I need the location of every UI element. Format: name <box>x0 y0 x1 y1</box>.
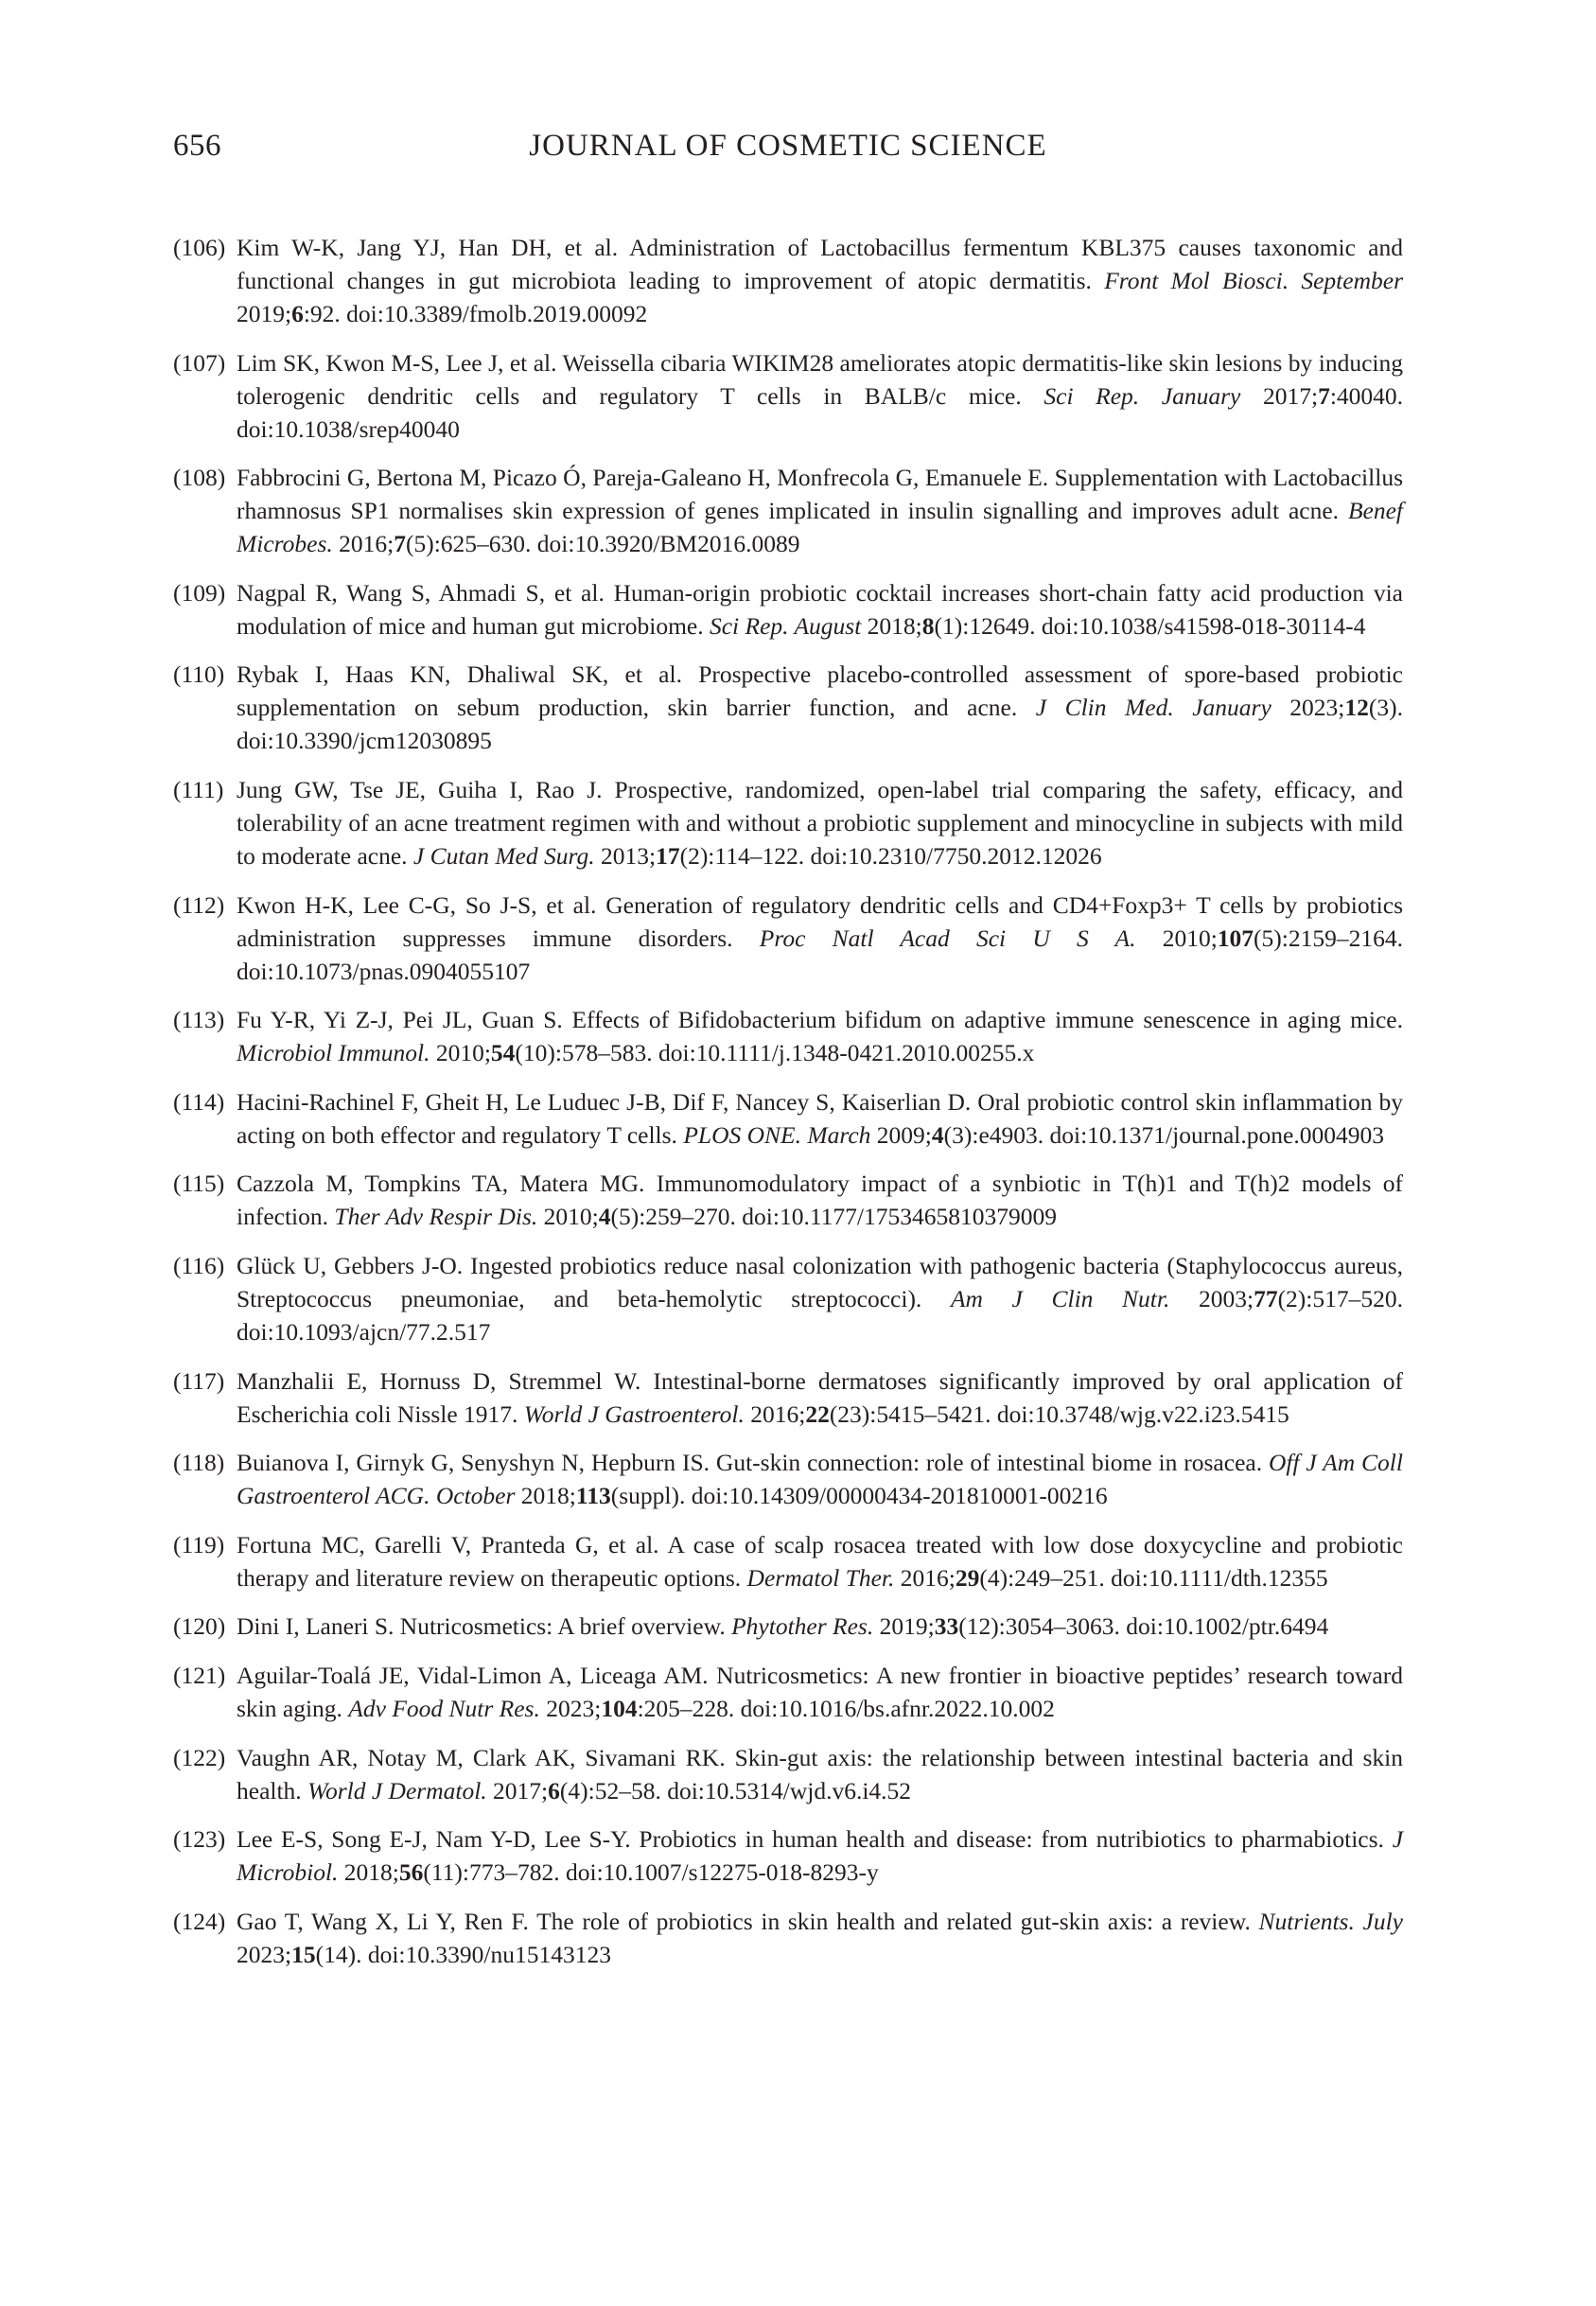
reference-authors-title: Vaughn AR, Notay M, Clark AK, Sivamani RK. Skin-gut axis: the relationship between intestinal bacteria and skin health. <box>237 1743 1403 1804</box>
running-title: JOURNAL OF COSMETIC SCIENCE <box>529 129 1047 163</box>
reference-journal: J Microbiol. <box>237 1825 1404 1887</box>
reference-entry <box>173 658 1403 757</box>
reference-pages-doi: (5):259–270. doi:10.1177/1753465810379009 <box>610 1203 1057 1231</box>
reference-journal: J Clin Med. January <box>1035 694 1272 722</box>
reference-journal: Front Mol Biosci. September <box>1104 267 1403 294</box>
reference-entry <box>173 231 1403 330</box>
reference-pages-doi: (12):3054–3063. doi:10.1002/ptr.6494 <box>958 1612 1329 1641</box>
page-header <box>173 129 1403 170</box>
reference-entry <box>173 1003 1403 1069</box>
reference-journal: World J Dermatol. <box>307 1776 487 1804</box>
reference-year: 2010; <box>435 1039 491 1067</box>
reference-pages-doi: :92. doi:10.3389/fmolb.2019.00092 <box>303 300 648 327</box>
reference-number: (119) <box>173 1530 225 1558</box>
reference-text <box>237 1085 1403 1152</box>
reference-number: (124) <box>173 1907 226 1935</box>
reference-year: 2013; <box>600 841 657 870</box>
page-number: 656 <box>173 129 221 163</box>
reference-volume: 77 <box>1254 1284 1278 1312</box>
reference-entry <box>173 1659 1403 1725</box>
reference-authors-title: Fabbrocini G, Bertona M, Picazo Ó, Pareja-Galeano H, Monfrecola G, Emanuele E. Supplementation with Lactobacillus rhamnosus SP1 normalises skin expression of genes implicated in insulin signalling and improves adult acne. <box>237 464 1403 525</box>
reference-text <box>237 889 1403 988</box>
reference-number: (118) <box>173 1449 225 1477</box>
reference-volume: 29 <box>955 1563 980 1592</box>
reference-text <box>237 576 1403 643</box>
reference-pages-doi: (23):5415–5421. doi:10.3748/wjg.v22.i23.5415 <box>829 1399 1289 1428</box>
reference-pages-doi: (4):52–58. doi:10.5314/wjd.v6.i4.52 <box>559 1776 912 1804</box>
reference-pages-doi: (2):114–122. doi:10.2310/7750.2012.12026 <box>679 841 1102 870</box>
reference-pages-doi: (2):517–520. doi:10.1093/ajcn/77.2.517 <box>237 1284 1404 1346</box>
reference-pages-doi: (3). doi:10.3390/jcm12030895 <box>237 694 1403 755</box>
reference-pages-doi: (14). doi:10.3390/nu15143123 <box>315 1940 611 1968</box>
reference-pages-doi: (3):e4903. doi:10.1371/journal.pone.0004903 <box>943 1120 1384 1149</box>
reference-entry <box>173 773 1403 872</box>
reference-number: (107) <box>173 348 226 377</box>
reference-volume: 6 <box>548 1776 560 1804</box>
reference-text <box>237 1659 1403 1725</box>
reference-text <box>237 1741 1403 1807</box>
reference-authors-title: Hacini-Rachinel F, Gheit H, Le Luduec J-B, Dif F, Nancey S, Kaiserlian D. Oral probiotic control skin inflammation by acting on both effector and regulatory T cells. <box>237 1087 1403 1149</box>
reference-authors-title: Dini I, Laneri S. Nutricosmetics: A brief overview. <box>237 1612 726 1641</box>
reference-journal: Adv Food Nutr Res. <box>348 1694 540 1722</box>
reference-text <box>237 346 1403 446</box>
reference-pages-doi: (1):12649. doi:10.1038/s41598-018-30114-4 <box>934 611 1366 640</box>
reference-entry <box>173 346 1403 446</box>
reference-text <box>237 773 1403 872</box>
reference-journal: J Cutan Med Surg. <box>412 841 595 870</box>
reference-authors-title: Nagpal R, Wang S, Ahmadi S, et al. Human-origin probiotic cocktail increases short-chain fatty acid production via modulation of mice and human gut microbiome. <box>237 578 1403 640</box>
reference-year: 2023; <box>546 1694 602 1722</box>
reference-volume: 33 <box>934 1612 959 1641</box>
reference-pages-doi: (4):249–251. doi:10.1111/dth.12355 <box>979 1563 1328 1592</box>
reference-authors-title: Jung GW, Tse JE, Guiha I, Rao J. Prospective, randomized, open-label trial comparing the safety, efficacy, and tolerability of an acne treatment regimen with and without a probiotic supplement and minocycline in subjects with mild to moderate acne. <box>237 775 1403 870</box>
reference-pages-doi: :40040. doi:10.1038/srep40040 <box>237 381 1404 443</box>
reference-entry <box>173 1446 1403 1512</box>
reference-text <box>237 1167 1403 1233</box>
reference-entry <box>173 1364 1403 1431</box>
reference-text <box>237 1364 1403 1431</box>
reference-year: 2017; <box>493 1776 549 1804</box>
reference-authors-title: Kim W-K, Jang YJ, Han DH, et al. Administration of Lactobacillus fermentum KBL375 causes taxonomic and functional changes in gut microbiota leading to improvement of atopic dermatitis. <box>237 234 1403 294</box>
reference-volume: 12 <box>1344 694 1369 722</box>
reference-year: 2018; <box>520 1482 576 1510</box>
reference-text <box>237 1822 1403 1889</box>
reference-year: 2019; <box>237 300 292 327</box>
reference-text <box>237 1249 1403 1348</box>
reference-authors-title: Gao T, Wang X, Li Y, Ren F. The role of probiotics in skin health and related gut-skin axis: a review. <box>237 1907 1251 1935</box>
reference-authors-title: Lee E-S, Song E-J, Nam Y-D, Lee S-Y. Probiotics in human health and disease: from nutribiotics to pharmabiotics. <box>237 1825 1384 1854</box>
reference-number: (116) <box>173 1251 225 1279</box>
reference-year: 2016; <box>339 530 395 558</box>
reference-number: (115) <box>173 1170 225 1198</box>
reference-volume: 104 <box>601 1694 638 1722</box>
reference-list <box>173 231 1403 1986</box>
reference-entry <box>173 1528 1403 1594</box>
reference-number: (106) <box>173 234 226 261</box>
reference-volume: 4 <box>598 1203 611 1231</box>
reference-volume: 113 <box>575 1482 611 1510</box>
reference-journal: Nutrients. July <box>1258 1907 1403 1935</box>
reference-number: (112) <box>173 890 225 919</box>
reference-entry <box>173 889 1403 988</box>
reference-authors-title: Aguilar-Toalá JE, Vidal-Limon A, Liceaga AM. Nutricosmetics: A new frontier in bioactive peptides’ research toward skin aging. <box>237 1661 1403 1722</box>
reference-pages-doi: (5):625–630. doi:10.3920/BM2016.0089 <box>405 530 800 558</box>
reference-volume: 8 <box>921 611 935 640</box>
reference-number: (123) <box>173 1825 226 1854</box>
reference-journal: Am J Clin Nutr. <box>950 1284 1170 1312</box>
reference-year: 2018; <box>867 611 922 640</box>
reference-entry <box>173 576 1403 643</box>
reference-volume: 4 <box>931 1120 944 1149</box>
reference-text <box>237 1446 1403 1512</box>
reference-journal: Microbiol Immunol. <box>237 1039 430 1067</box>
reference-journal: Sci Rep. January <box>1044 381 1241 410</box>
reference-journal: Proc Natl Acad Sci U S A. <box>759 924 1136 952</box>
reference-number: (109) <box>173 578 226 607</box>
reference-pages-doi: :205–228. doi:10.1016/bs.afnr.2022.10.002 <box>637 1694 1055 1722</box>
reference-year: 2023; <box>1289 694 1345 722</box>
reference-journal: Off J Am Coll Gastroenterol ACG. October <box>237 1449 1403 1510</box>
reference-year: 2017; <box>1262 381 1319 410</box>
reference-journal: World J Gastroenterol. <box>523 1399 745 1428</box>
reference-number: (108) <box>173 464 226 492</box>
reference-entry <box>173 1822 1403 1889</box>
reference-authors-title: Manzhalii E, Hornuss D, Stremmel W. Intestinal-borne dermatoses significantly improved by oral application of Escherichia coli Nissle 1917. <box>237 1366 1403 1428</box>
reference-volume: 6 <box>291 300 304 327</box>
reference-year: 2018; <box>343 1858 399 1887</box>
reference-text <box>237 1905 1403 1971</box>
reference-number: (122) <box>173 1743 226 1771</box>
reference-text <box>237 1610 1403 1643</box>
reference-entry <box>173 1085 1403 1152</box>
reference-volume: 56 <box>398 1858 424 1887</box>
reference-volume: 15 <box>291 1940 316 1968</box>
reference-journal: Dermatol Ther. <box>746 1563 895 1592</box>
reference-number: (111) <box>173 775 224 803</box>
reference-text <box>237 1003 1403 1069</box>
reference-authors-title: Cazzola M, Tompkins TA, Matera MG. Immunomodulatory impact of a synbiotic in T(h)1 and T(h)2 models of infection. <box>237 1170 1403 1231</box>
reference-text <box>237 1528 1403 1594</box>
reference-year: 2003; <box>1198 1284 1254 1312</box>
reference-journal: PLOS ONE. March <box>683 1120 871 1149</box>
reference-year: 2023; <box>237 1940 292 1968</box>
reference-number: (114) <box>173 1087 225 1116</box>
reference-entry <box>173 1167 1403 1233</box>
reference-number: (120) <box>173 1612 226 1641</box>
reference-authors-title: Lim SK, Kwon M-S, Lee J, et al. Weissella cibaria WIKIM28 ameliorates atopic dermatitis-like skin lesions by inducing tolerogenic dendritic cells and regulatory T cells in BALB/c mice. <box>237 348 1403 410</box>
reference-entry <box>173 1610 1403 1643</box>
reference-pages-doi: (10):578–583. doi:10.1111/j.1348-0421.2010.00255.x <box>515 1039 1035 1067</box>
reference-authors-title: Fu Y-R, Yi Z-J, Pei JL, Guan S. Effects of Bifidobacterium bifidum on adaptive immune senescence in aging mice. <box>237 1006 1403 1034</box>
reference-journal: Phytother Res. <box>731 1612 874 1641</box>
reference-entry <box>173 1741 1403 1807</box>
reference-entry <box>173 461 1403 560</box>
reference-number: (110) <box>173 660 225 689</box>
reference-number: (121) <box>173 1661 226 1689</box>
reference-number: (113) <box>173 1006 225 1034</box>
reference-text <box>237 231 1403 330</box>
reference-year: 2009; <box>876 1120 932 1149</box>
reference-journal: Ther Adv Respir Dis. <box>334 1203 538 1231</box>
reference-entry <box>173 1905 1403 1971</box>
reference-authors-title: Fortuna MC, Garelli V, Pranteda G, et al. A case of scalp rosacea treated with low dose doxycycline and probiotic therapy and literature review on therapeutic options. <box>237 1530 1403 1592</box>
reference-authors-title: Buianova I, Girnyk G, Senyshyn N, Hepburn IS. Gut-skin connection: role of intestinal biome in rosacea. <box>237 1449 1263 1477</box>
reference-volume: 7 <box>394 530 406 558</box>
reference-year: 2019; <box>879 1612 935 1641</box>
reference-journal: Benef Microbes. <box>237 497 1404 558</box>
reference-authors-title: Kwon H-K, Lee C-G, So J-S, et al. Generation of regulatory dendritic cells and CD4+Foxp3+ T cells by probiotics administration suppresses immune disorders. <box>237 890 1403 952</box>
reference-journal: Sci Rep. August <box>709 611 862 640</box>
reference-volume: 54 <box>490 1039 516 1067</box>
reference-year: 2016; <box>900 1563 956 1592</box>
reference-text <box>237 658 1403 757</box>
reference-year: 2010; <box>543 1203 599 1231</box>
reference-pages-doi: (suppl). doi:10.14309/00000434-201810001-00216 <box>610 1482 1108 1510</box>
reference-year: 2016; <box>750 1399 806 1428</box>
reference-volume: 17 <box>656 841 680 870</box>
reference-pages-doi: (5):2159–2164. doi:10.1073/pnas.0904055107 <box>237 924 1403 985</box>
reference-volume: 107 <box>1217 924 1254 952</box>
reference-entry <box>173 1249 1403 1348</box>
reference-text <box>237 461 1403 560</box>
reference-number: (117) <box>173 1366 225 1395</box>
reference-pages-doi: (11):773–782. doi:10.1007/s12275-018-8293-y <box>423 1858 879 1887</box>
reference-authors-title: Glück U, Gebbers J-O. Ingested probiotics reduce nasal colonization with pathogenic bacteria (Staphylococcus aureus, Streptococcus pneumoniae, and beta-hemolytic streptococci). <box>237 1251 1403 1312</box>
reference-volume: 22 <box>805 1399 830 1428</box>
reference-authors-title: Rybak I, Haas KN, Dhaliwal SK, et al. Prospective placebo-controlled assessment of spore-based probiotic supplementation on sebum production, skin barrier function, and acne. <box>237 660 1403 722</box>
reference-year: 2010; <box>1162 924 1218 952</box>
reference-volume: 7 <box>1318 381 1330 410</box>
